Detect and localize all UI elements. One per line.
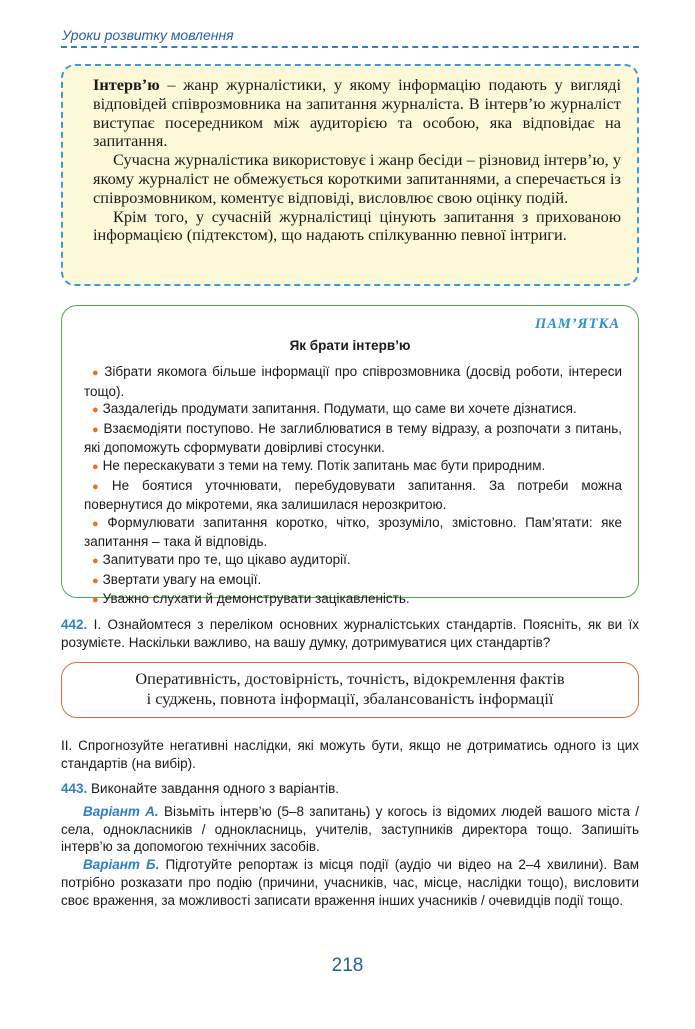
bullet-icon: ● — [92, 480, 108, 493]
bullet-icon: ● — [92, 554, 99, 567]
task-number: 443. — [61, 781, 88, 796]
variant-a: Варіант А. Візьміть інтерв’ю (5–8 запитань) у когось із відомих людей вашого міста / села, однокласників / однокласниць, учителів, заступників директора тощо. Запишіть інтерв’ю за допомогою технічних засобів. — [61, 803, 639, 855]
bullet-icon: ● — [92, 517, 104, 530]
bullet-icon: ● — [92, 574, 99, 587]
list-item: ● Звертати увагу на емоції. — [92, 571, 262, 587]
memo-box — [61, 305, 639, 607]
definition-paragraph-3: Крім того, у сучасній журналістиці цінують запитання з прихованою інформацією (підтекстом), що надають спілкуванню певної інтриги. — [93, 206, 621, 245]
page-number: 218 — [331, 955, 364, 976]
list-item: ● Формулювати запитання коротко, чітко, зрозуміло, змістовно. Пам’ятати: яке запитання – така й відповідь. — [84, 514, 622, 550]
standards-line: і суджень, повнота інформації, збалансованість інформації — [146, 689, 554, 708]
memo-list — [84, 363, 622, 610]
variant-b: Варіант Б. Підготуйте репортаж із місця події (аудіо чи відео на 2–4 хвилини). Вам потрібно розказати про подію (причини, учасників, час, місце, наслідки тощо), висловити своє враження, за можливості записати враження інших учасників / очевидців події тощо. — [61, 857, 640, 908]
bullet-icon: ● — [92, 423, 100, 436]
list-item: ● Не боятися уточнювати, перебудовувати запитання. За потреби можна повернутися до мікротеми, яка залишилася нерозкритою. — [84, 477, 622, 513]
list-item: ● Запитувати про те, що цікаво аудиторії. — [92, 551, 351, 567]
bullet-icon: ● — [92, 404, 99, 417]
definition-paragraph-2: Сучасна журналістика використовує і жанр бесіди – різновид інтерв’ю, у якому журналіст не обмежується короткими запитаннями, а сперечається із співрозмовником, коментує відповіді, висловлює свою оцінку подій. — [93, 150, 621, 207]
bullet-icon: ● — [92, 594, 99, 607]
task-number: 442. — [61, 617, 88, 632]
variant-b-label: Варіант Б. — [83, 857, 160, 873]
variant-a-label: Варіант А. — [83, 803, 159, 819]
memo-title: Як брати інтерв’ю — [289, 338, 411, 353]
task-443: 443. Виконайте завдання одного з варіантів. Варіант А. Візьміть інтерв’ю (5–8 запитань) у когось із відомих людей вашого міста / села, однокласників / однокласниць, учителів, заступників директора тощо. Запишіть інтерв’ю за допомогою технічних засобів. Варіант Б. Підготуйте репортаж із місця події (аудіо чи відео на 2–4 хвилини). Вам потрібно розказати про подію (причини, учасників, час, місце, наслідки тощо), висловити своє враження, за можливості записати враження інших учасників / очевидців події тощо. — [61, 781, 640, 908]
definition-paragraph-1: Інтерв’ю – жанр журналістики, у якому інформацію подають у вигляді відповідей співрозмовника на запитання журналіста. В інтерв’ю журналіст виступає посередником між аудиторією та особою, яка відповідає на запитання. — [93, 75, 621, 151]
definition-box — [61, 64, 639, 286]
standards-box — [61, 662, 639, 718]
task-442-part-2: ІІ. Спрогнозуйте негативні наслідки, які можуть бути, якщо не дотриматись одного із цих стандартів (на вибір). — [61, 738, 639, 771]
bullet-icon: ● — [92, 460, 99, 473]
list-item: ● Взаємодіяти поступово. Не заглиблюватися в тему відразу, а розпочати з питань, які допоможуть сформувати довірливі стосунки. — [84, 420, 623, 456]
list-item: ● Не перескакувати з теми на тему. Потік запитань має бути природним. — [92, 457, 546, 473]
page-header — [61, 24, 639, 48]
bullet-icon: ● — [92, 367, 101, 379]
list-item: ● Заздалегідь продумати запитання. Подумати, що саме ви хочете дізнатися. — [92, 401, 577, 417]
definition-term: Інтерв’ю — [93, 75, 160, 94]
section-title: Уроки розвитку мовлення — [62, 27, 234, 43]
list-item: ● Уважно слухати й демонструвати зацікавленість. — [92, 591, 410, 607]
standards-line: Оперативність, достовірність, точність, відокремлення фактів — [135, 669, 565, 688]
task-442-part-1: 442. І. Ознайомтеся з переліком основних журналістських стандартів. Поясніть, як ви їх розумієте. Наскільки важливо, на вашу думку, дотримуватися цих стандартів? — [61, 617, 639, 650]
memo-tag: ПАМ’ЯТКА — [534, 316, 620, 332]
list-item: ● Зібрати якомога більше інформації про співрозмовника (досвід роботи, інтереси тощо). — [84, 364, 622, 399]
